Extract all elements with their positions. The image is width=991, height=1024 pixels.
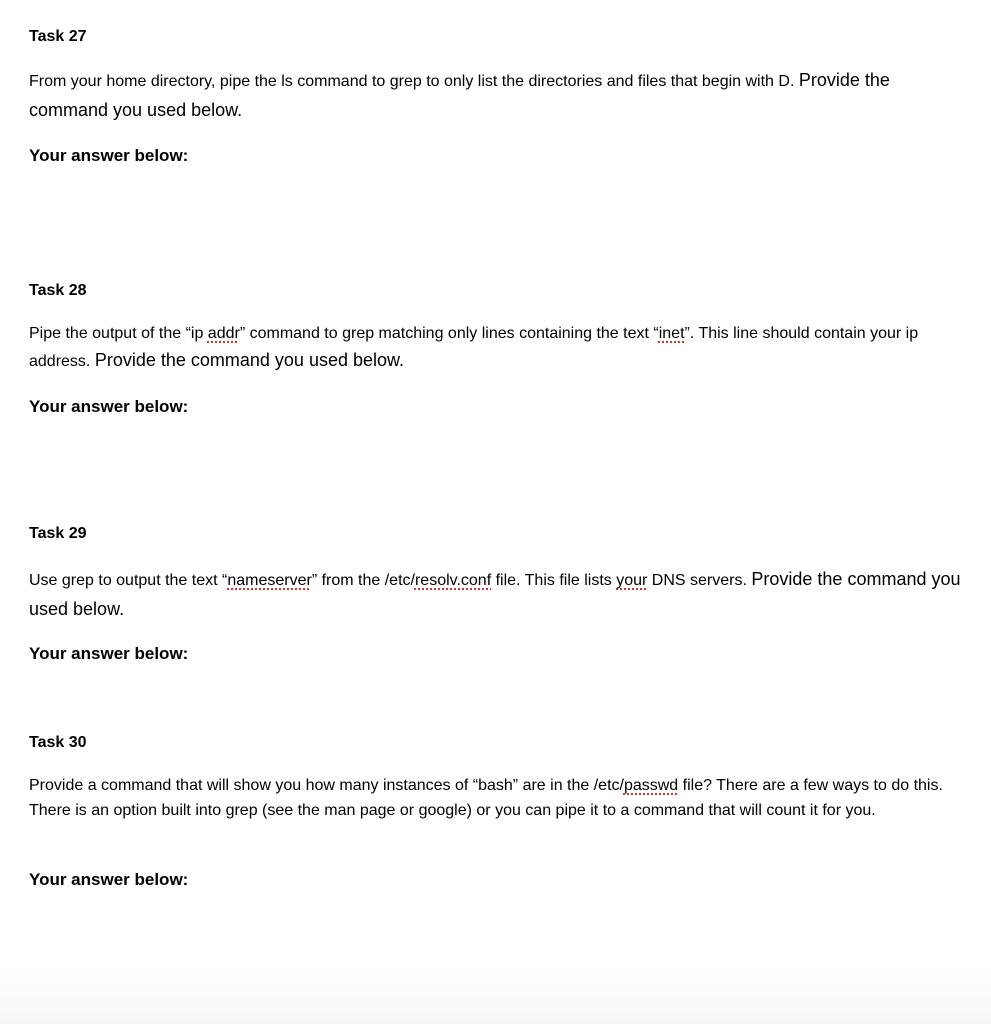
task-27-instructions xyxy=(29,66,964,126)
task-28-spellcheck-word: addr xyxy=(207,325,240,342)
task-28-text-a: Pipe the output of the “ip xyxy=(29,325,208,342)
task-29-text-d: DNS servers. xyxy=(647,572,747,589)
task-30-answer-label: Your answer below: xyxy=(29,870,189,889)
task-30-text-a: Provide a command that will show you how many instances of “bash” are in the /etc/ xyxy=(29,777,624,794)
task-27-answer-label: Your answer below: xyxy=(29,146,189,165)
task-29-text-a: Use grep to output the text “ xyxy=(29,572,228,589)
page-bottom-shadow xyxy=(0,964,991,1024)
task-28-instructions xyxy=(29,320,964,375)
task-28-answer-label: Your answer below: xyxy=(29,397,189,416)
task-29-spellcheck-word: your xyxy=(616,572,648,589)
task-27-text-a: From your home directory, pipe the ls command to grep to only list the directories and files that begin with D. xyxy=(29,73,795,90)
task-30-text-b: file? There are a few ways to do this. There is an option built into grep (see the man page or google) or you can pipe it to a command that will count it for you. xyxy=(29,777,943,819)
task-30-heading: Task 30 xyxy=(29,734,87,751)
task-29-heading: Task 29 xyxy=(29,525,87,542)
task-30-instructions xyxy=(29,773,964,823)
task-29-text-e: Provide the command you used below. xyxy=(29,569,961,619)
task-28-text-b: ” command to grep matching only lines containing the text “ xyxy=(239,325,659,342)
task-28-text-c: ”. This line should contain your ip address. xyxy=(29,325,919,370)
task-27-text-b: Provide the command you used below. xyxy=(29,70,890,120)
task-30-spellcheck-word: passwd xyxy=(623,777,679,794)
task-29-spellcheck-word: resolv.conf xyxy=(414,572,492,589)
task-29-text-b: ” from the /etc/ xyxy=(311,572,415,589)
task-28-heading: Task 28 xyxy=(29,282,87,299)
task-29-spellcheck-word: nameserver xyxy=(227,572,312,589)
task-28-text-d: Provide the command you used below. xyxy=(94,350,405,370)
task-29-answer-label: Your answer below: xyxy=(29,644,189,663)
task-29-instructions xyxy=(29,565,964,625)
task-27-heading: Task 27 xyxy=(29,28,87,45)
task-28-spellcheck-word: inet xyxy=(658,325,685,342)
task-29-text-c: file. This file lists xyxy=(491,572,617,589)
